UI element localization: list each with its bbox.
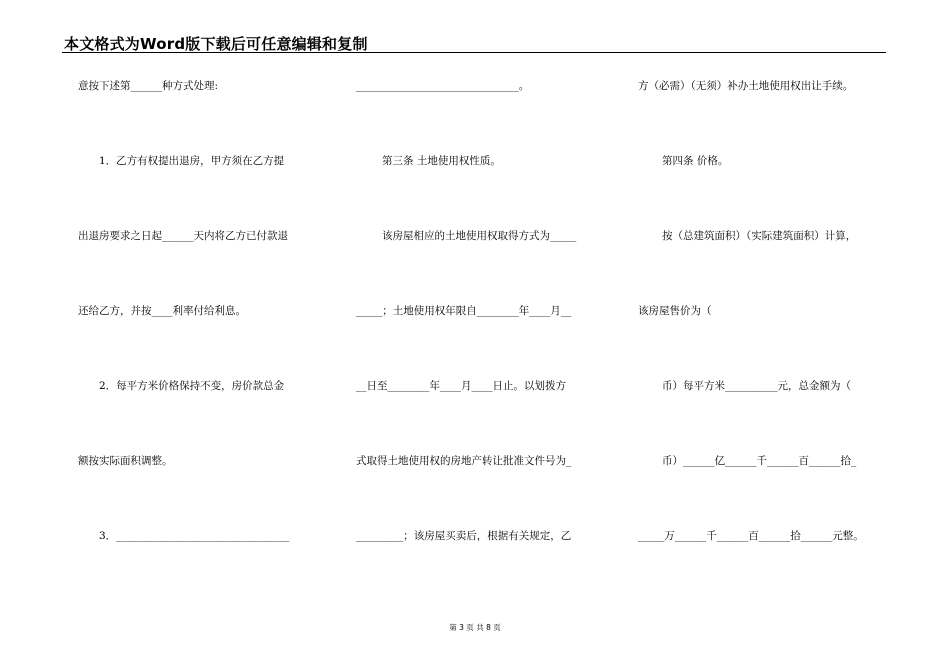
text-line: 方（必需）（无须）补办土地使用权出让手续。 (638, 80, 854, 92)
text-line: 意按下述第______种方式处理: (78, 80, 219, 92)
text-line: 还给乙方，并按____利率付给利息。 (78, 305, 246, 317)
header-divider (62, 52, 886, 53)
document-header-title: 本文格式为Word版下载后可任意编辑和复制 (64, 35, 368, 53)
text-line: 按（总建筑面积）（实际建筑面积）计算， (662, 230, 857, 242)
text-line: 3．_________________________________ (99, 530, 290, 542)
text-line: _______________________________。 (356, 80, 530, 92)
text-line: _____万______千______百______拾______元整。 (638, 530, 864, 542)
page-number: 第 3 页 共 8 页 (449, 623, 501, 632)
text-line: 额按实际面积调整。 (78, 455, 173, 467)
text-line: 1．乙方有权提出退房，甲方须在乙方提 (99, 155, 285, 167)
text-line: 币）______亿______千______百______拾_ (662, 455, 857, 467)
text-line: _____；土地使用权年限自________年____月__ (356, 305, 572, 317)
text-line: 第三条 土地使用权性质。 (382, 155, 501, 167)
text-line: _________；该房屋买卖后，根据有关规定，乙 (356, 530, 572, 542)
text-line: __日至________年____月____日止。以划拨方 (356, 380, 566, 392)
text-line: 币）每平方米__________元，总金额为（ (662, 380, 851, 392)
text-line: 式取得土地使用权的房地产转让批准文件号为_ (356, 455, 572, 467)
text-line: 该房屋售价为（ (638, 305, 712, 317)
text-line: 2．每平方米价格保持不变，房价款总金 (99, 380, 285, 392)
text-line: 该房屋相应的土地使用权取得方式为_____ (382, 230, 577, 242)
text-line: 第四条 价格。 (662, 155, 729, 167)
text-line: 出退房要求之日起______天内将乙方已付款退 (78, 230, 288, 242)
